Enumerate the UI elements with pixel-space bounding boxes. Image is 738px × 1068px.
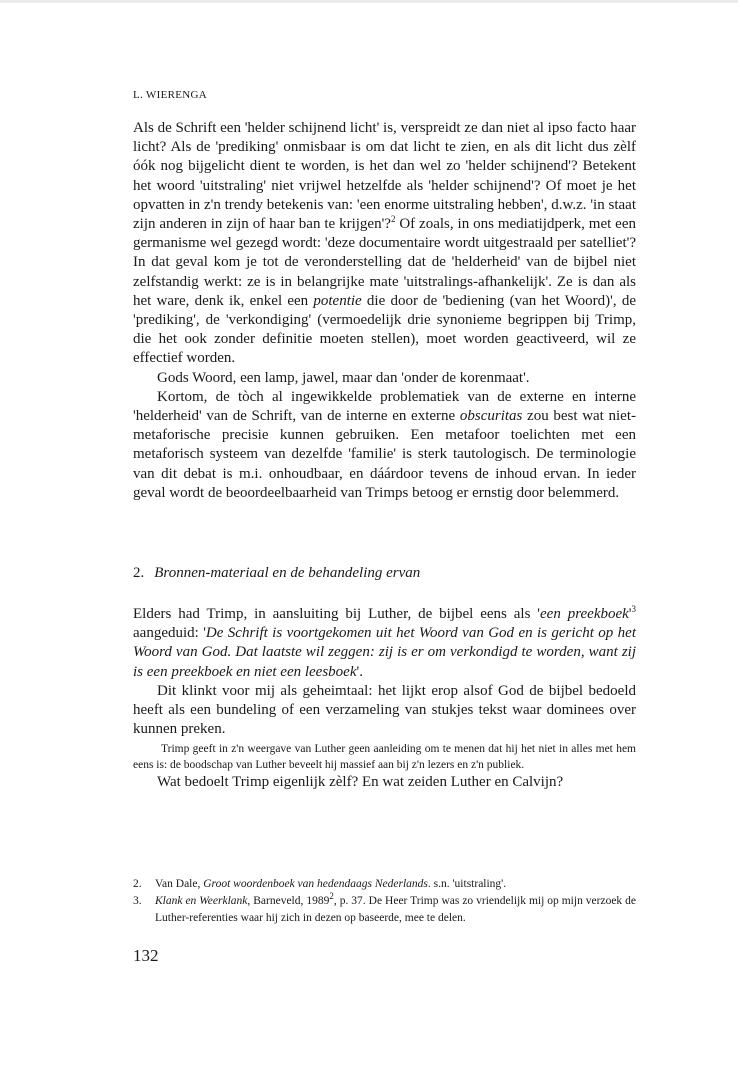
inline-note: Trimp geeft in z'n weergave van Luther geen aanleiding om te menen dat hij het niet in alles met hem eens is: de boodschap van Luther beveelt hij massief aan bij z'n lezers en z'n publiek. <box>133 743 636 772</box>
text-run: ' <box>628 606 632 622</box>
text-run: aangeduid: ' <box>133 625 206 642</box>
paragraph-2: Gods Woord, een lamp, jawel, maar dan 'onder de korenmaat'. <box>157 369 530 386</box>
text-run: Of zoals, in ons mediatijdperk, met een germanisme wel gezegd wordt: 'deze documentaire wordt uitgestraald per satelliet'? In dat geval kom je tot de veronderstelling dat de 'helderheid' van de bijbel niet zelfstandig werkt: ze is in belangrijke mate 'uitstralings-afhankelijk'. Ze is dan als het ware, denk ik, enkel een <box>133 216 636 309</box>
paragraph-3 <box>133 388 636 503</box>
section-heading <box>133 565 420 582</box>
text-run: Als de Schrift een 'helder schijnend licht' is, verspreidt ze dan niet al ipso facto haar licht? Als de 'prediking' onmisbaar is om dat licht te zien, en als dit licht dus zèlf óók nog bijgelicht dient te worden, is het dan wel zo 'helder schijnend'? Betekent het woord 'uitstraling' niet vrijwel hetzelfde als 'helder schijnend'? Of moet je het opvatten in z'n trendy betekenis van: 'een enorme uitstraling hebben', d.w.z. 'in staat zijn anderen in zijn of haar ban te krijgen'? <box>133 120 636 233</box>
italic-run: Klank en Weerklank <box>155 895 248 907</box>
paragraph-5: Dit klinkt voor mij als geheimtaal: het lijkt erop alsof God de bijbel bedoeld heeft als een bundeling of een verzameling van stukjes tekst waar dominees over kunnen preken. <box>133 682 636 738</box>
footnote-ref: 2 <box>390 214 396 225</box>
footnote <box>133 893 636 927</box>
italic-run: obscuritas <box>459 408 523 425</box>
text-run: . s.n. 'uitstraling'. <box>427 878 507 890</box>
text-run: , p. 37. De Heer Trimp was zo vriendelijk mij op mijn verzoek de Luther-referenties waar hij zich in dezen op baseerde, mee te delen. <box>155 895 637 924</box>
footnote-ref: 3 <box>631 604 636 614</box>
paragraph-1 <box>133 119 636 369</box>
footnote-text <box>155 893 636 927</box>
footnote-number: 3. <box>133 895 142 907</box>
footnote-text <box>155 876 636 893</box>
italic-run: een preekboek <box>540 606 629 622</box>
body-text-section-1 <box>133 119 636 503</box>
section-title: Bronnen-materiaal en de behandeling ervan <box>154 565 421 581</box>
italic-run: Groot woordenboek van hedendaags Nederlands <box>203 878 428 890</box>
italic-run: potentie <box>313 292 362 309</box>
footnotes <box>133 876 636 927</box>
footnote <box>133 876 636 893</box>
text-run: , Barneveld, 1989 <box>247 895 330 907</box>
section-number: 2. <box>133 565 145 581</box>
text-run: die door de 'bediening (van het Woord)', de 'prediking', de 'verkondiging' (vermoedelijk drie synonieme begrippen bij Trimp, die het ook zonder definitie moeten stellen), moet worden geactiveerd, wil ze effectief worden. <box>133 292 636 367</box>
text-run: Kortom, de tòch al ingewikkelde problematiek van de externe en interne 'helderheid' van de Schrift, van de interne en externe <box>133 388 636 425</box>
italic-run: De Schrift is voortgekomen uit het Woord van God en is gericht op het Woord van God. Dat laatste wil zeggen: zij is er om verkondigd te worden, want zij is een preekboek en niet een leesboek <box>133 625 636 680</box>
paragraph-4 <box>133 605 636 682</box>
page-number: 132 <box>133 946 159 965</box>
footnote-number: 2. <box>133 878 142 890</box>
text-run: zou best wat niet-metaforische precisie kunnen gebruiken. Een metafoor toelichten met een metaforisch systeem van dezelfde 'familie' is sterk tautologisch. De terminologie van dit debat is m.i. onhoudbaar, en dáárdoor tevens de inhoud ervan. In ieder geval wordt de beoordeelbaarheid van Trimps betoog er ernstig door belemmerd. <box>133 408 637 501</box>
text-run: '. <box>356 663 363 680</box>
paragraph-6: Wat bedoelt Trimp eigenlijk zèlf? En wat zeiden Luther en Calvijn? <box>157 774 564 791</box>
running-header: L. WIERENGA <box>133 89 207 101</box>
body-text-section-2 <box>133 605 636 793</box>
text-run: Van Dale, <box>155 878 204 890</box>
top-edge-line <box>0 0 738 3</box>
footnote-ref: 2 <box>329 891 334 902</box>
text-run: Elders had Trimp, in aansluiting bij Luther, de bijbel eens als ' <box>133 606 541 622</box>
